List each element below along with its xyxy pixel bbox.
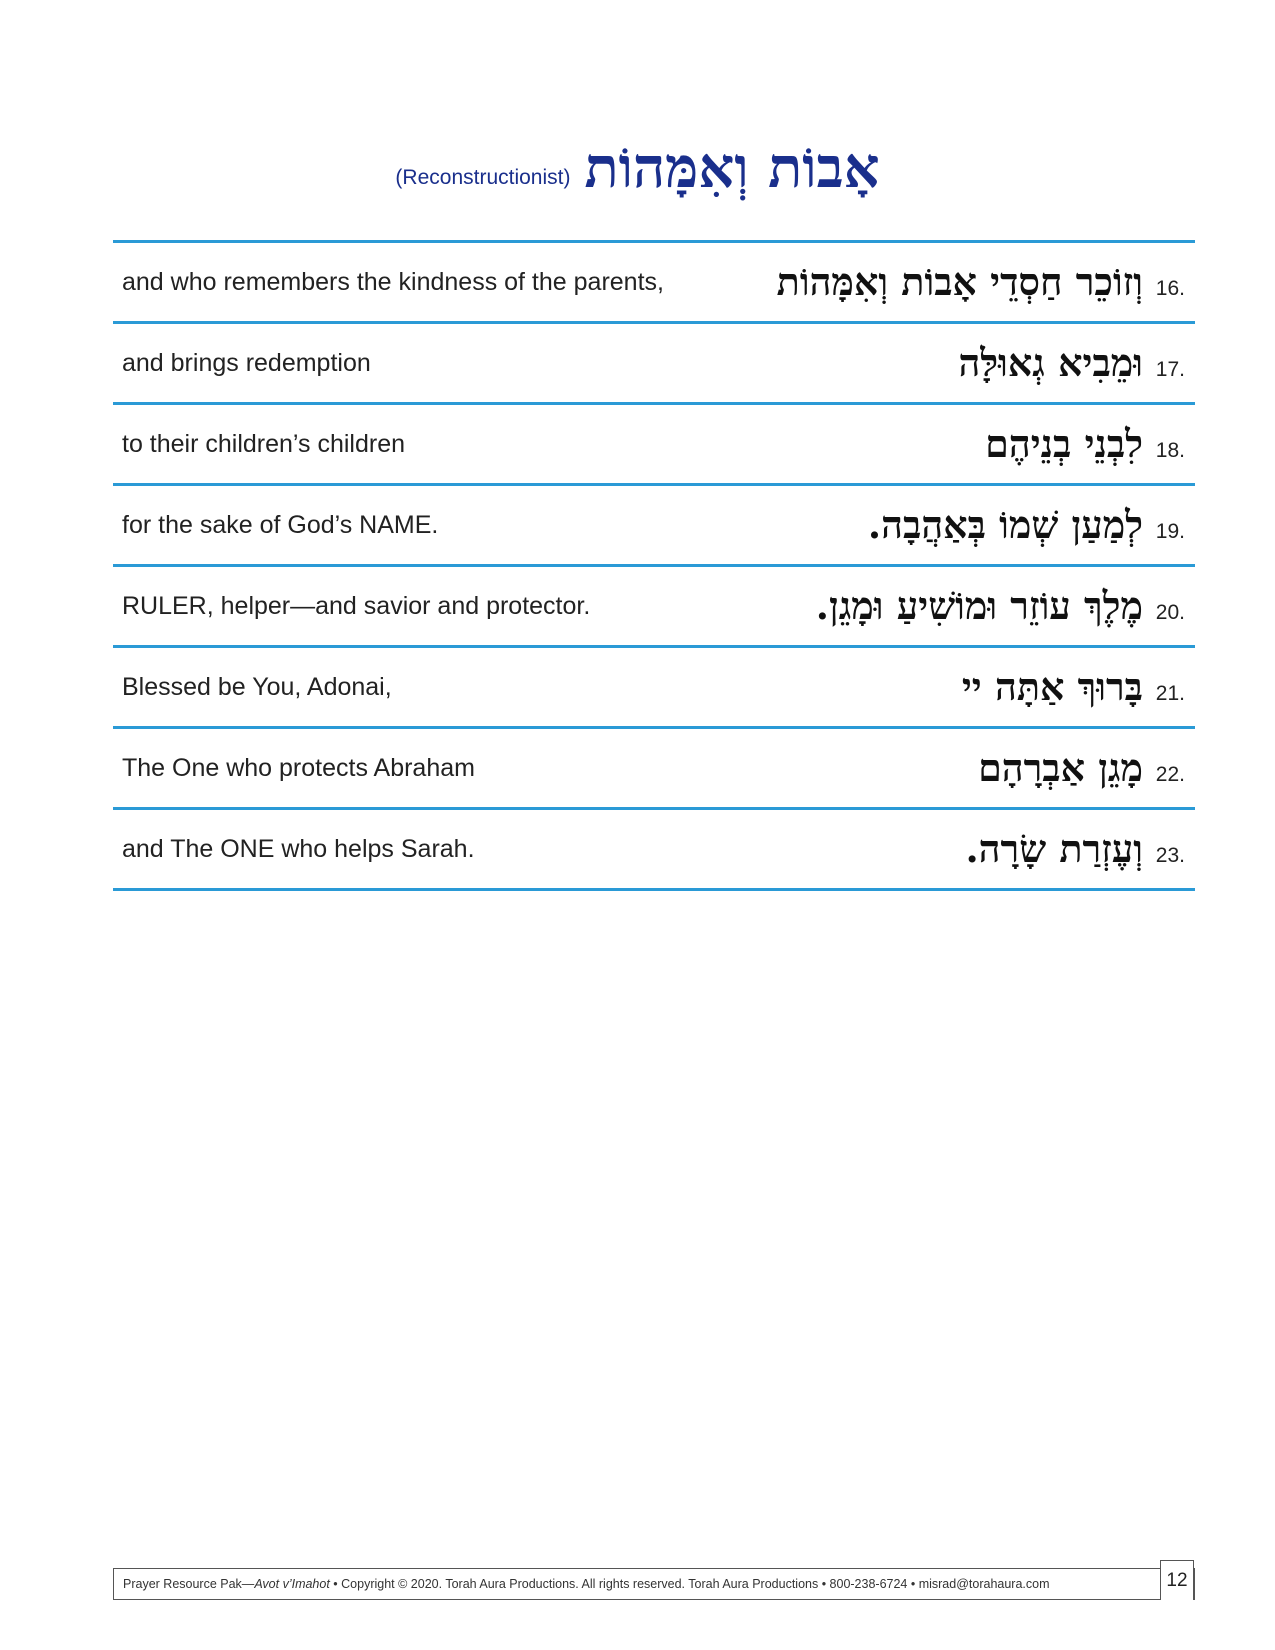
prayer-row [113, 243, 1195, 324]
row-hebrew: וְעֶזְרַת שָׂרָה. [965, 826, 1143, 871]
row-number: 18. [1155, 439, 1185, 462]
row-hebrew: מָגֵן אַבְרָהָם [978, 745, 1143, 790]
prayer-row [113, 405, 1195, 486]
prayer-row [113, 810, 1195, 891]
footer-text [114, 1577, 1160, 1591]
row-number: 21. [1155, 682, 1185, 705]
prayer-row [113, 486, 1195, 567]
row-number: 23. [1155, 844, 1185, 867]
row-english: and The ONE who helps Sarah. [122, 834, 475, 863]
row-hebrew: לִבְנֵי בְנֵיהֶם [985, 421, 1143, 466]
footer-source: Prayer Resource Pak— [123, 1577, 255, 1591]
prayer-row [113, 648, 1195, 729]
footer-copyright: • Copyright © 2020. Torah Aura Productions. All rights reserved. Torah Aura Productions • 800-238-6724 • misrad@torahaura.com [329, 1577, 1050, 1591]
prayer-row [113, 729, 1195, 810]
prayer-row [113, 324, 1195, 405]
row-number: 20. [1155, 601, 1185, 624]
page-footer [113, 1568, 1195, 1600]
row-english: The One who protects Abraham [122, 753, 475, 782]
row-english: RULER, helper—and savior and protector. [122, 591, 591, 620]
row-hebrew: וּמֵבִיא גְאוּלָּה [958, 340, 1143, 385]
row-english: to their children’s children [122, 429, 406, 458]
title-note: (Reconstructionist) [395, 166, 571, 189]
row-hebrew: לְמַעַן שְׁמוֹ בְּאַהֲבָה. [867, 502, 1143, 547]
row-english: for the sake of God’s NAME. [122, 510, 439, 539]
page-title [0, 135, 1275, 201]
page-number: 12 [1160, 1560, 1194, 1600]
row-number: 17. [1155, 358, 1185, 381]
row-number: 22. [1155, 763, 1185, 786]
row-number: 16. [1155, 277, 1185, 300]
footer-source-title: Avot v’Imahot [254, 1577, 330, 1591]
row-hebrew: בָּרוּךְ אַתָּה יי [961, 664, 1143, 709]
prayer-table [113, 240, 1195, 891]
prayer-row [113, 567, 1195, 648]
title-hebrew: אָבוֹת וְאִמָּהוֹת [584, 135, 880, 201]
row-hebrew: מֶלֶךְ עוֹזֵר וּמוֹשִׁיעַ וּמָגֵן. [815, 583, 1143, 628]
row-hebrew: וְזוֹכֵר חַסְדֵי אָבוֹת וְאִמָּהוֹת [776, 259, 1143, 304]
row-english: and brings redemption [122, 348, 371, 377]
row-english: Blessed be You, Adonai, [122, 672, 392, 701]
row-english: and who remembers the kindness of the parents, [122, 267, 664, 296]
row-number: 19. [1155, 520, 1185, 543]
